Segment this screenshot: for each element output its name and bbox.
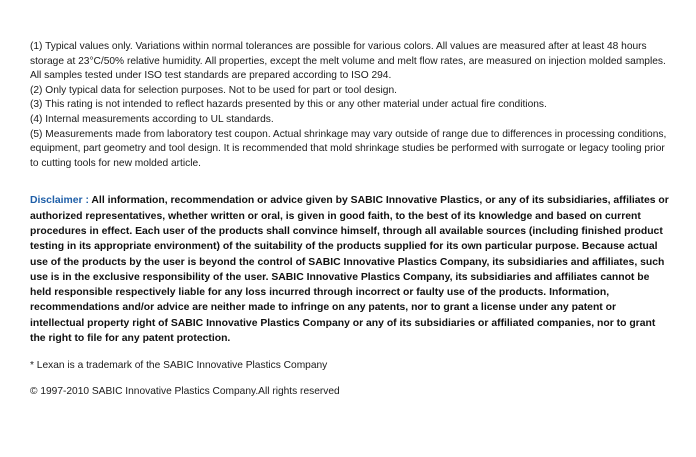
footnote-3: (3) This rating is not intended to reflect hazards presented by this or any other material under actual fire conditions. (30, 99, 547, 111)
disclaimer (30, 193, 670, 346)
document-page (30, 40, 670, 399)
footnote-5: (5) Measurements made from laboratory test coupon. Actual shrinkage may vary outside of range due to differences in processing conditions, equipment, part geometry and tool design. It is recommended that mold shrinkage studies be performed with surrogate or legacy tooling prior to cutting tools for new molded article. (30, 128, 667, 169)
footnote-1: (1) Typical values only. Variations within normal tolerances are possible for various colors. All values are measured after at least 48 hours storage at 23°C/50% relative humidity. All properties, except the melt volume and melt flow rates, are measured on injection molded samples. All samples tested under ISO test standards are prepared according to ISO 294. (30, 41, 666, 82)
trademark-note: * Lexan is a trademark of the SABIC Innovative Plastics Company (30, 360, 328, 372)
footnote-4: (4) Internal measurements according to UL standards. (30, 113, 274, 125)
footnotes (30, 40, 670, 171)
disclaimer-label: Disclaimer : (30, 195, 92, 207)
copyright-notice: © 1997-2010 SABIC Innovative Plastics Company.All rights reserved (30, 386, 340, 398)
footnote-2: (2) Only typical data for selection purposes. Not to be used for part or tool design. (30, 84, 397, 96)
disclaimer-text: All information, recommendation or advice given by SABIC Innovative Plastics, or any of its subsidiaries, affiliates or authorized representatives, whether written or oral, is given in good faith, to the best of its knowledge and based on current procedures in effect. Each user of the products shall convince himself, through all available sources (including finished product testing in its appropriate environment) of the suitability of the products supplied for its own particular purpose. Because actual use of the products by the user is beyond the control of SABIC Innovative Plastics Company, its subsidiaries and affiliates, such use is in the exclusive responsibility of the user. SABIC Innovative Plastics Company, its subsidiaries and affiliates cannot be held responsible respectively liable for any loss incurred through incorrect or faulty use of the products. Information, recommendations and/or advice are neither made to infringe on any patents, nor to grant a license under any patent or intellectual property right of SABIC Innovative Plastics Company or any of its subsidiaries or affiliated companies, nor to grant the right to file for any patent protection. (30, 195, 669, 345)
